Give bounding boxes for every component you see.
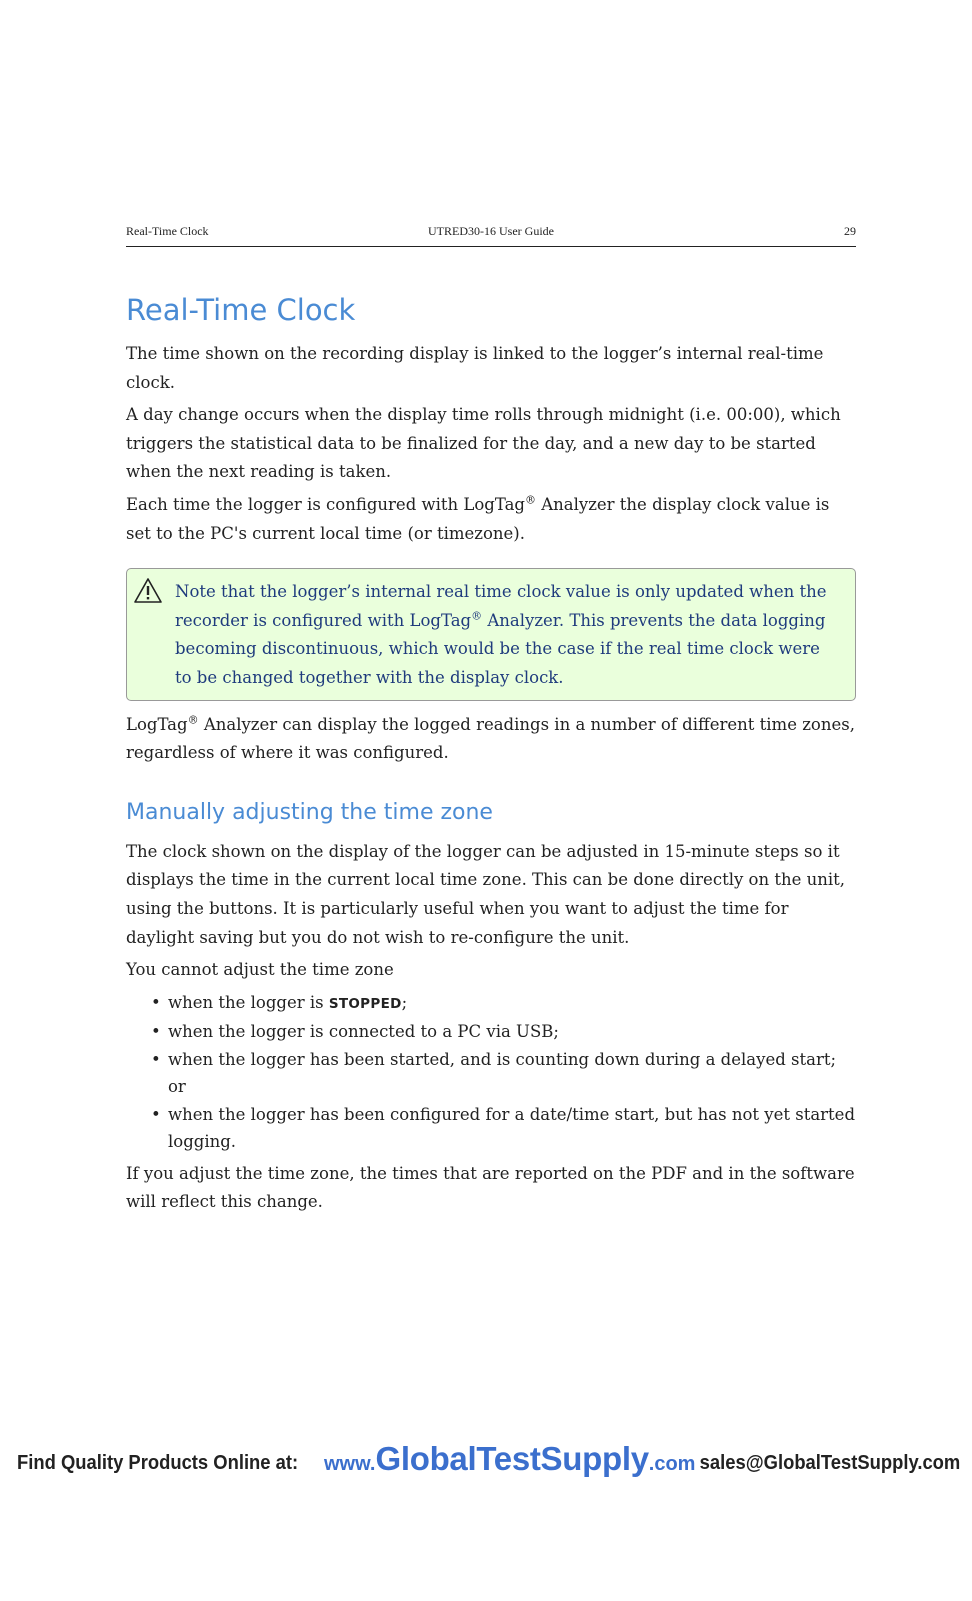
registered-mark: ® — [471, 609, 483, 623]
section-subtitle: Manually adjusting the time zone — [126, 799, 493, 825]
paragraph-intro: The time shown on the recording display is linked to the logger’s internal real-time clock. — [126, 344, 824, 392]
page-title: Real-Time Clock — [126, 293, 356, 327]
bullet-marker: • — [151, 1049, 161, 1069]
website-link[interactable]: www.GlobalTestSupply.com — [324, 1440, 696, 1477]
header-section-name: Real-Time Clock — [126, 224, 209, 238]
warning-icon — [133, 577, 163, 605]
paragraph-cannot-adjust: You cannot adjust the time zone — [126, 960, 394, 980]
list-item: • when the logger has been configured for a date/time start, but has not yet started logging. — [168, 1101, 856, 1156]
footer-tagline: Find Quality Products Online at: — [17, 1452, 299, 1474]
note-callout — [126, 568, 856, 700]
bullet-marker: • — [151, 1022, 161, 1042]
bullet-marker: • — [151, 1104, 161, 1124]
registered-mark: ® — [187, 713, 199, 727]
advertisement-footer — [0, 1440, 972, 1490]
paragraph-day-change: A day change occurs when the display time rolls through midnight (i.e. 00:00), which triggers the statistical data to be finalized for the day, and a new day to be started when the next reading is taken. — [126, 405, 841, 482]
list-item: • when the logger is connected to a PC via USB; — [168, 1018, 856, 1046]
note-text: Note that the logger’s internal real time clock value is only updated when the recorder is configured with LogTag® Analyzer. This prevents the data logging becoming discontinuous, which would be the case if the real time clock were to be changed together with the display clock. — [175, 582, 827, 687]
header-document-title: UTRED30-16 User Guide — [428, 224, 554, 238]
restriction-list — [126, 989, 856, 1156]
paragraph-time-zones: LogTag® Analyzer can display the logged readings in a number of different time zones, regardless of where it was configured. — [126, 713, 855, 763]
registered-mark: ® — [524, 493, 536, 507]
bullet-marker: • — [151, 992, 161, 1012]
list-item: • when the logger has been started, and is counting down during a delayed start; or — [168, 1046, 856, 1101]
paragraph-manual-adjust: The clock shown on the display of the logger can be adjusted in 15-minute steps so it displays the time in the current local time zone. This can be done directly on the unit, using the buttons. It is particularly useful when you want to adjust the time for daylight saving but you do not wish to re-configure the unit. — [126, 841, 846, 947]
header-page-number: 29 — [844, 224, 856, 238]
list-item: • when the logger is STOPPED; — [168, 989, 856, 1019]
status-stopped: STOPPED — [328, 995, 402, 1012]
running-header — [126, 224, 856, 247]
paragraph-configure: Each time the logger is configured with LogTag® Analyzer the display clock value is set to the PC's current local time (or timezone). — [126, 493, 830, 543]
paragraph-reflect-change: If you adjust the time zone, the times that are reported on the PDF and in the software will reflect this change. — [126, 1163, 855, 1212]
email-link[interactable]: sales@GlobalTestSupply.com — [699, 1452, 960, 1474]
main-content — [126, 290, 856, 1221]
